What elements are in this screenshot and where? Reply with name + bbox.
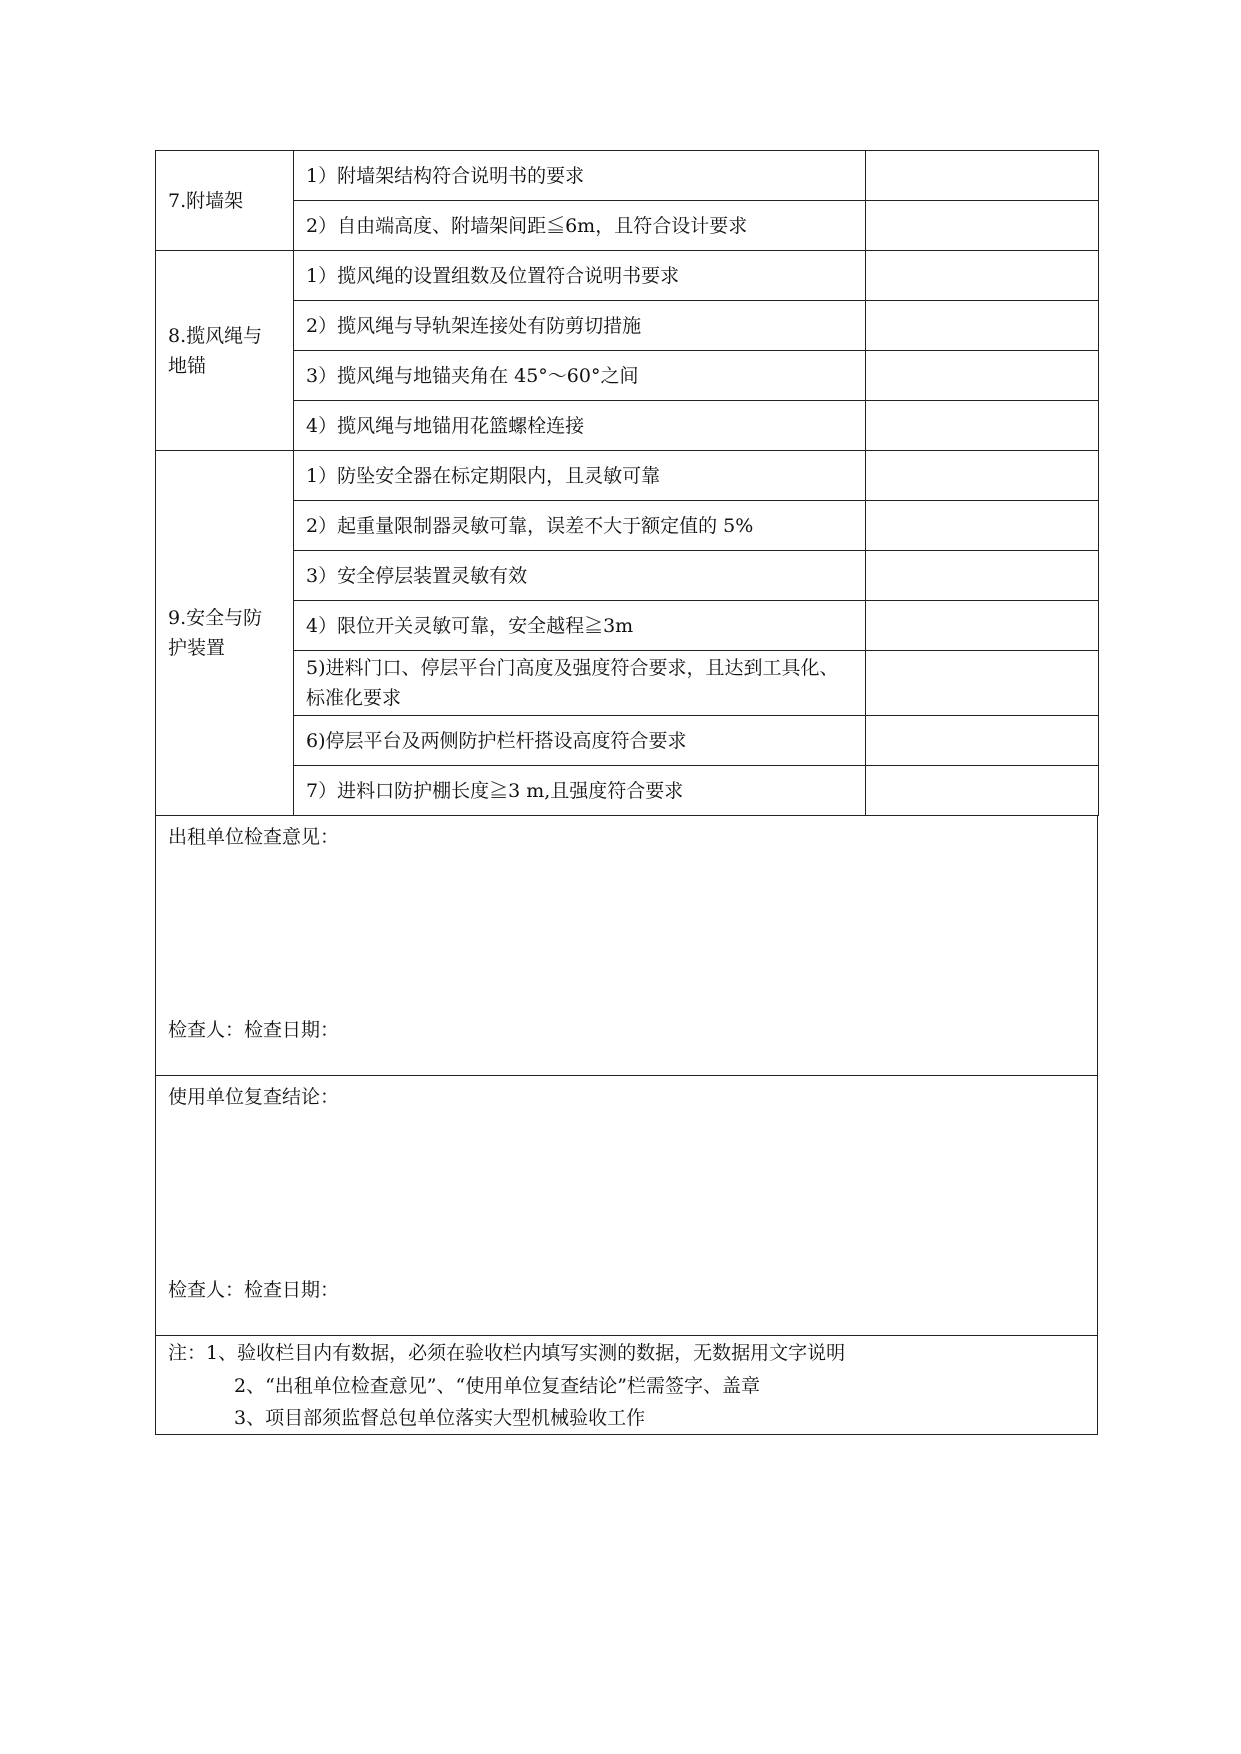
item-cell: 6)停层平台及两侧防护栏杆搭设高度符合要求 xyxy=(294,716,866,766)
item-cell: 2）起重量限制器灵敏可靠，误差不大于额定值的 5% xyxy=(294,501,866,551)
inspection-items-table xyxy=(155,150,1099,816)
rental-signature-line: 检查人：检查日期： xyxy=(168,1019,340,1041)
result-cell[interactable] xyxy=(866,251,1099,301)
category-cell: 7.附墙架 xyxy=(156,151,294,251)
item-cell: 1）防坠安全器在标定期限内，且灵敏可靠 xyxy=(294,451,866,501)
note-line: 2、“出租单位检查意见”、“使用单位复查结论”栏需签字、盖章 xyxy=(234,1375,760,1397)
result-cell[interactable] xyxy=(866,501,1099,551)
user-review-title: 使用单位复查结论： xyxy=(168,1086,340,1108)
table-row xyxy=(156,451,1099,501)
rental-opinion-box[interactable] xyxy=(155,816,1098,1076)
item-cell: 4）揽风绳与地锚用花篮螺栓连接 xyxy=(294,401,866,451)
note-line: 3、项目部须监督总包单位落实大型机械验收工作 xyxy=(234,1407,646,1429)
acceptance-sheet xyxy=(155,150,1097,1435)
result-cell[interactable] xyxy=(866,451,1099,501)
table-row xyxy=(156,151,1099,201)
notes-box xyxy=(155,1336,1098,1435)
note-line: 注：1、验收栏目内有数据，必须在验收栏内填写实测的数据，无数据用文字说明 xyxy=(168,1342,846,1364)
table-row xyxy=(156,601,1099,651)
item-cell: 2）自由端高度、附墙架间距≦6m，且符合设计要求 xyxy=(294,201,866,251)
result-cell[interactable] xyxy=(866,301,1099,351)
category-cell: 8.揽风绳与地锚 xyxy=(156,251,294,451)
item-cell: 3）揽风绳与地锚夹角在 45°～60°之间 xyxy=(294,351,866,401)
table-row xyxy=(156,551,1099,601)
result-cell[interactable] xyxy=(866,201,1099,251)
category-cell: 9.安全与防护装置 xyxy=(156,451,294,816)
table-row xyxy=(156,766,1099,816)
table-row xyxy=(156,351,1099,401)
rental-opinion-title: 出租单位检查意见： xyxy=(168,826,340,848)
user-review-box[interactable] xyxy=(155,1076,1098,1336)
table-row xyxy=(156,251,1099,301)
item-cell: 4）限位开关灵敏可靠，安全越程≧3m xyxy=(294,601,866,651)
item-cell: 5)进料门口、停层平台门高度及强度符合要求，且达到工具化、标准化要求 xyxy=(294,651,866,716)
result-cell[interactable] xyxy=(866,766,1099,816)
table-row xyxy=(156,651,1099,716)
table-row xyxy=(156,301,1099,351)
item-cell: 1）附墙架结构符合说明书的要求 xyxy=(294,151,866,201)
item-cell: 1）揽风绳的设置组数及位置符合说明书要求 xyxy=(294,251,866,301)
result-cell[interactable] xyxy=(866,716,1099,766)
result-cell[interactable] xyxy=(866,651,1099,716)
result-cell[interactable] xyxy=(866,351,1099,401)
item-cell: 7）进料口防护棚长度≧3 m,且强度符合要求 xyxy=(294,766,866,816)
result-cell[interactable] xyxy=(866,401,1099,451)
table-row xyxy=(156,401,1099,451)
user-signature-line: 检查人：检查日期： xyxy=(168,1279,340,1301)
item-cell: 2）揽风绳与导轨架连接处有防剪切措施 xyxy=(294,301,866,351)
table-row xyxy=(156,716,1099,766)
table-row xyxy=(156,501,1099,551)
result-cell[interactable] xyxy=(866,151,1099,201)
result-cell[interactable] xyxy=(866,551,1099,601)
table-row xyxy=(156,201,1099,251)
item-cell: 3）安全停层装置灵敏有效 xyxy=(294,551,866,601)
result-cell[interactable] xyxy=(866,601,1099,651)
